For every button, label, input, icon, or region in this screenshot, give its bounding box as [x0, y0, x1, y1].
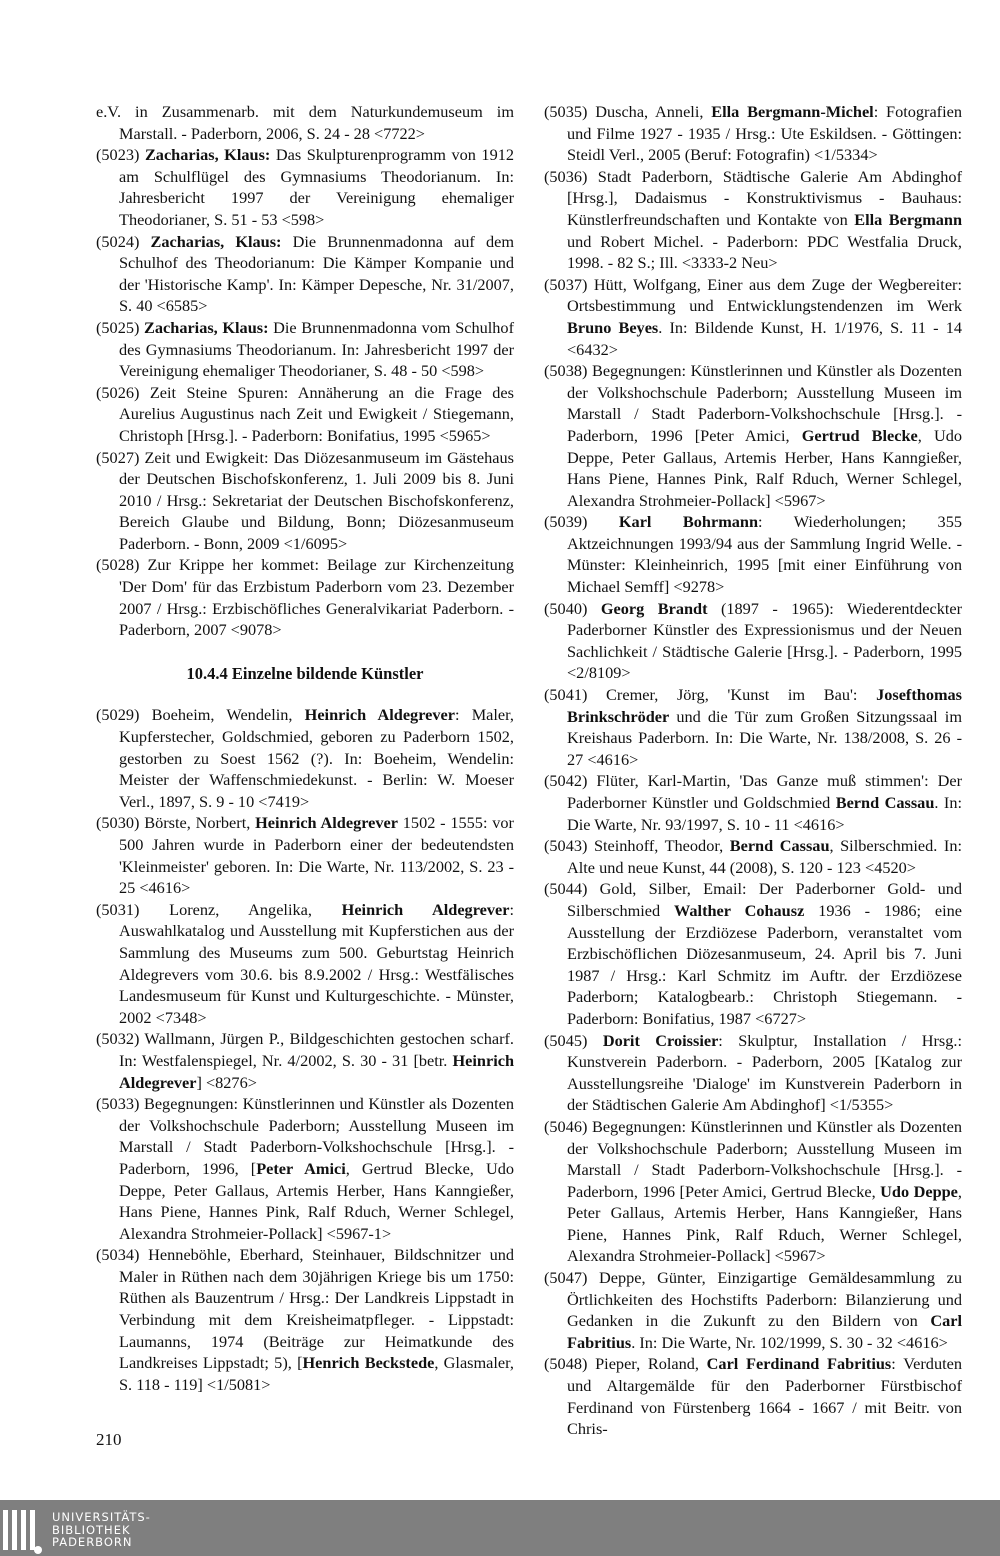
entry-name-bold: Gertrud Blecke: [801, 425, 918, 445]
right-column: [544, 101, 962, 1440]
bibliography-entry: [544, 274, 962, 360]
entry-text: (5040): [544, 598, 601, 618]
entry-text: (5025): [96, 317, 145, 337]
entry-text: (5029) Boeheim, Wendelin,: [96, 705, 305, 725]
bibliography-entry: [544, 835, 962, 878]
entry-text: . In: Die Warte, Nr. 93/1997, S. 10 - 11 <4616>: [567, 793, 962, 834]
entry-text: (5032) Wallmann, Jürgen P., Bildgeschichten gestochen scharf. In: Westfalenspiegel, Nr. 4/2002, S. 30 - 31 [betr.: [96, 1029, 514, 1070]
bibliography-entry: [544, 360, 962, 511]
entry-name-bold: Heinrich Aldegrever: [119, 1050, 514, 1092]
entry-text: (5028) Zur Krippe her kommet: Beilage zur Kirchenzeitung 'Der Dom' für das Erzbistum Paderborn vom 23. Dezember 2007 / Hrsg.: Erzbischöfliches Generalvikariat Paderborn. - Paderborn, 2007 <9078>: [96, 555, 514, 640]
entry-text: (5031) Lorenz, Angelika,: [96, 899, 342, 919]
entry-text: : Fotografien und Filme 1927 - 1935 / Hrsg.: Ute Eskildsen. - Göttingen: Steidl Verl., 2005 (Beruf: Fotografin) <1/5334>: [567, 102, 962, 165]
entry-text: Das Skulpturenprogramm von 1912 am Schulflügel des Gymnasiums Theodorianum. In: Jahresbericht 1997 der Vereinigung ehemaliger Theodorianer, S. 51 - 53 <598>: [119, 145, 514, 229]
entry-text: . In: Die Warte, Nr. 102/1999, S. 30 - 32 <4616>: [631, 1332, 948, 1352]
bibliography-entry: [544, 1030, 962, 1116]
entry-name-bold: Udo Deppe: [880, 1181, 958, 1201]
entry-name-bold: Heinrich Aldegrever: [255, 813, 398, 833]
library-logo-icon: [3, 1510, 35, 1550]
entry-name-bold: Ella Bergmann-Michel: [711, 102, 874, 121]
entry-text: (5026) Zeit Steine Spuren: Annäherung an die Frage des Aurelius Augustinus nach Zeit und Ewigkeit / Stiegemann, Christoph [Hrsg.]. - Paderborn: Bonifatius, 1995 <5965>: [96, 382, 514, 445]
library-footer: [0, 1500, 1000, 1556]
entry-name-bold: Dorit Croissier: [602, 1030, 719, 1050]
entry-text: : Skulptur, Installation / Hrsg.: Kunstverein Paderborn. - Paderborn, 2005 [Katalog zur Ausstellungsreihe 'Dialoge' im Kunstverein Paderborn in der Städtischen Galerie Am Abdinghof] <1/5355>: [567, 1030, 962, 1115]
entry-name-bold: Heinrich Aldegrever: [341, 899, 510, 919]
entry-text: ] <8276>: [196, 1072, 257, 1092]
page-number: 210: [96, 1430, 122, 1449]
section-heading: 10.4.4 Einzelne bildende Künstler: [186, 663, 424, 683]
bibliography-entry: [96, 101, 514, 144]
entry-name-bold: Karl Bohrmann: [618, 512, 759, 532]
bibliography-entry: [544, 684, 962, 770]
entry-text: und die Tür zum Großen Sitzungssaal im Kreishaus Paderborn. In: Die Warte, Nr. 138/2008, S. 26 - 27 <4616>: [567, 706, 962, 769]
entry-text: , Gertrud Blecke, Udo Deppe, Peter Gallaus, Artemis Herber, Hans Kanngießer, Hans Piene, Hannes Pink, Ralf Rduch, Werner Schlegel, Alexandra Strohmeier-Pollack] <5967-1>: [119, 1158, 514, 1243]
entry-text: und Robert Michel. - Paderborn: PDC Westfalia Druck, 1998. - 82 S.; Ill. <3333-2 Neu>: [567, 231, 962, 273]
bibliography-entry: [96, 554, 514, 640]
entry-text: (5041) Cremer, Jörg, 'Kunst im Bau':: [544, 685, 877, 705]
entry-name-bold: Josefthomas Brinkschröder: [567, 685, 962, 726]
entry-text: . In: Bildende Kunst, H. 1/1976, S. 11 - 14 <6432>: [567, 317, 962, 359]
entry-name-bold: Bruno Beyes: [567, 317, 659, 337]
bibliography-entry: [96, 447, 514, 555]
entry-name-bold: Walther Cohausz: [674, 900, 805, 920]
entry-text: e.V. in Zusammenarb. mit dem Naturkundemuseum im Marstall. - Paderborn, 2006, S. 24 - 28 <7722>: [96, 102, 514, 143]
entry-text: (5044) Gold, Silber, Email: Der Paderborner Gold- und Silberschmied: [544, 879, 962, 920]
right-entries: [544, 101, 962, 1440]
entry-text: Die Brunnenmadonna auf dem Schulhof des Theodorianum: Die Kämper Kompanie und der 'Historische Kamp'. In: Kämper Depesche, Nr. 31/2007, S. 40 <6585>: [119, 231, 514, 316]
entry-text: : Wiederholungen; 355 Aktzeichnungen 1993/94 aus der Sammlung Ingrid Welle. - Münster: Kleinheinrich, 1995 [mit einer Einführung von Michael Semff] <9278>: [567, 512, 962, 597]
bibliography-entry: [96, 1093, 514, 1244]
entry-text: 1502 - 1555: vor 500 Jahren wurde in Paderborn einer der bedeutendsten 'Kleinmeister' geboren. In: Die Warte, Nr. 113/2002, S. 23 - 25 <4616>: [119, 813, 514, 898]
entry-text: (5034) Henneböhle, Eberhard, Steinhauer, Bildschnitzer und Maler in Rüthen nach dem 30jährigen Kriege bis um 1750: Rüthen als Bauzentrum / Hrsg.: Der Landkreis Lippstadt in Verbindung mit dem Kreisheimatpfleger. - Lippstadt: Laumanns, 1974 (Beiträge zur Heimatkunde des Landkreises Lippstadt; 5), [: [96, 1245, 514, 1373]
bibliography-entry: [96, 231, 514, 317]
bibliography-entry: [544, 511, 962, 597]
left-entries-after: [96, 704, 514, 1395]
bibliography-entry: [96, 317, 514, 382]
entry-name-bold: Peter Amici: [256, 1158, 346, 1178]
bibliography-entry: [544, 1267, 962, 1353]
entry-text: (5023): [96, 145, 145, 165]
entry-text: (5037) Hütt, Wolfgang, Einer aus dem Zuge der Wegbereiter: Ortsbestimmung und Entwicklungstendenzen im Werk: [544, 274, 962, 316]
entry-text: (5039): [544, 512, 619, 532]
entry-text: : Auswahlkatalog und Ausstellung mit Kupferstichen aus der Sammlung des Museums zum 500. Geburtstag Heinrich Aldegrevers vom 30.6. bis 8.9.2002 / Hrsg.: Westfälisches Landesmuseum für Kunst und Kulturgeschichte. - Münster, 2002 <7348>: [119, 899, 514, 1027]
entry-text: (5047) Deppe, Günter, Einzigartige Gemäldesammlung zu Örtlichkeiten des Hochstifts Paderborn: Bilanzierung und Gedanken in die Zukunft zu den Bildern von: [544, 1268, 962, 1331]
entry-text: (5048) Pieper, Roland,: [544, 1354, 707, 1374]
entry-name-bold: Zacharias, Klaus:: [144, 317, 269, 337]
bibliography-entry: [96, 704, 514, 812]
bibliography-entry: [544, 1116, 962, 1267]
bibliography-entry: [544, 878, 962, 1029]
logo-dot-icon: [34, 1546, 42, 1554]
entry-text: (5027) Zeit und Ewigkeit: Das Diözesanmuseum im Gästehaus der Deutschen Bischofskonferenz, 1. Juli 2009 bis 8. Juni 2010 / Hrsg.: Sekretariat der Deutschen Bischofskonferenz, Bereich Glaube und Bildung, Bonn; Diözesanmuseum Paderborn. - Bonn, 2009 <1/6095>: [96, 447, 514, 553]
library-name: [52, 1511, 151, 1549]
library-name-line: PADERBORN: [52, 1535, 133, 1549]
entry-text: , Glasmaler, S. 118 - 119] <1/5081>: [119, 1353, 515, 1394]
entry-text: (5042) Flüter, Karl-Martin, 'Das Ganze muß stimmen': Der Paderborner Künstler und Goldschmied: [544, 771, 962, 812]
entry-text: , Peter Gallaus, Artemis Herber, Hans Kanngießer, Hans Piene, Hannes Pink, Ralf Rduch, Werner Schlegel, Alexandra Strohmeier-Pollack] <5967>: [567, 1181, 962, 1266]
entry-text: 1936 - 1986; eine Ausstellung der Erzdiözese Paderborn, veranstaltet vom Erzbischöflichen Diözesanmuseum, 24. April bis 7. Juni 1987 / Hrsg.: Karl Schmitz im Auftr. der Erzdiözese Paderborn; Katalogbearb.: Christoph Stiegemann. - Paderborn: Bonifatius, 1987 <6727>: [567, 900, 963, 1028]
entry-text: (1897 - 1965): Wiederentdeckter Paderborner Künstler des Expressionismus und der Neuen Sachlichkeit / Städtische Galerie [Hrsg.]. - Paderborn, 1995 <2/8109>: [567, 598, 963, 683]
entry-text: , Udo Deppe, Peter Gallaus, Artemis Herber, Hans Kanngießer, Hans Piene, Hannes Pink, Ralf Rduch, Werner Schlegel, Alexandra Strohmeier-Pollack] <5967>: [567, 425, 962, 510]
entry-name-bold: Zacharias, Klaus:: [150, 231, 282, 251]
bibliography-entry: [96, 899, 514, 1029]
entry-text: Die Brunnenmadonna vom Schulhof des Gymnasiums Theodorianum. In: Jahresbericht 1997 der Vereinigung ehemaliger Theodorianer, S. 48 - 50 <598>: [119, 317, 514, 381]
bibliography-entry: [96, 382, 514, 447]
entry-text: (5030) Börste, Norbert,: [96, 813, 256, 833]
library-name-line: UNIVERSITÄTS-: [52, 1510, 151, 1524]
entry-text: : Verduten und Altargemälde für den Paderborner Fürstbischof Ferdinand von Fürstenberg 1664 - 1667 / mit Beitr. von Chris-: [567, 1354, 962, 1439]
entry-name-bold: Ella Bergmann: [854, 209, 963, 229]
entry-text: : Maler, Kupferstecher, Goldschmied, geboren zu Paderborn 1502, gestorben zu Soest 1562 (?). In: Boeheim, Wendelin: Meister der Waffenschmiedekunst. - Berlin: W. Moeser Verl., 1897, S. 9 - 10 <7419>: [119, 705, 514, 811]
bibliography-entry: [96, 812, 514, 898]
entry-name-bold: Carl Fabritius: [567, 1311, 962, 1352]
bibliography-entry: [544, 770, 962, 835]
bibliography-entry: [96, 1244, 514, 1395]
bibliography-entry: [544, 166, 962, 274]
left-entries-before: [96, 101, 514, 641]
entry-text: , Silberschmied. In: Alte und neue Kunst, 44 (2008), S. 120 - 123 <4520>: [567, 836, 962, 877]
entry-text: (5024): [96, 231, 151, 251]
bibliography-entry: [544, 101, 962, 166]
left-column: [96, 101, 514, 1395]
bibliography-entry: [96, 144, 514, 230]
entry-text: (5045): [544, 1030, 603, 1050]
entry-name-bold: Georg Brandt: [600, 598, 708, 618]
entry-name-bold: Bernd Cassau: [729, 836, 830, 856]
entry-name-bold: Carl Ferdinand Fabritius: [706, 1354, 892, 1374]
bibliography-entry: [544, 1353, 962, 1439]
entry-text: (5033) Begegnungen: Künstlerinnen und Künstler als Dozenten der Volkshochschule Paderborn; Ausstellung Museen im Marstall / Stadt Paderborn-Volkshochschule [Hrsg.]. - Paderborn, 1996, [: [96, 1094, 514, 1178]
entry-text: (5038) Begegnungen: Künstlerinnen und Künstler als Dozenten der Volkshochschule Paderborn; Ausstellung Museen im Marstall / Stadt Paderborn-Volkshochschule [Hrsg.]. - Paderborn, 1996 [Peter Amici,: [544, 361, 962, 445]
bibliography-entry: [96, 1028, 514, 1093]
entry-text: (5046) Begegnungen: Künstlerinnen und Künstler als Dozenten der Volkshochschule Paderborn; Ausstellung Museen im Marstall / Stadt Paderborn-Volkshochschule [Hrsg.]. - Paderborn, 1996 [Peter Amici, Gertrud Blecke,: [544, 1116, 962, 1201]
entry-name-bold: Bernd Cassau: [835, 793, 935, 812]
entry-name-bold: Heinrich Aldegrever: [304, 705, 455, 725]
bibliography-entry: [544, 598, 962, 684]
entry-name-bold: Henrich Beckstede: [302, 1353, 435, 1373]
library-name-line: BIBLIOTHEK: [52, 1522, 131, 1537]
entry-name-bold: Zacharias, Klaus:: [144, 145, 271, 165]
entry-text: (5035) Duscha, Anneli,: [544, 102, 712, 121]
entry-text: (5043) Steinhoff, Theodor,: [544, 836, 730, 856]
entry-text: (5036) Stadt Paderborn, Städtische Galerie Am Abdinghof [Hrsg.], Dadaismus - Konstruktivismus - Bauhaus: Künstlerfreundschaften und Kontakte von: [544, 166, 962, 229]
